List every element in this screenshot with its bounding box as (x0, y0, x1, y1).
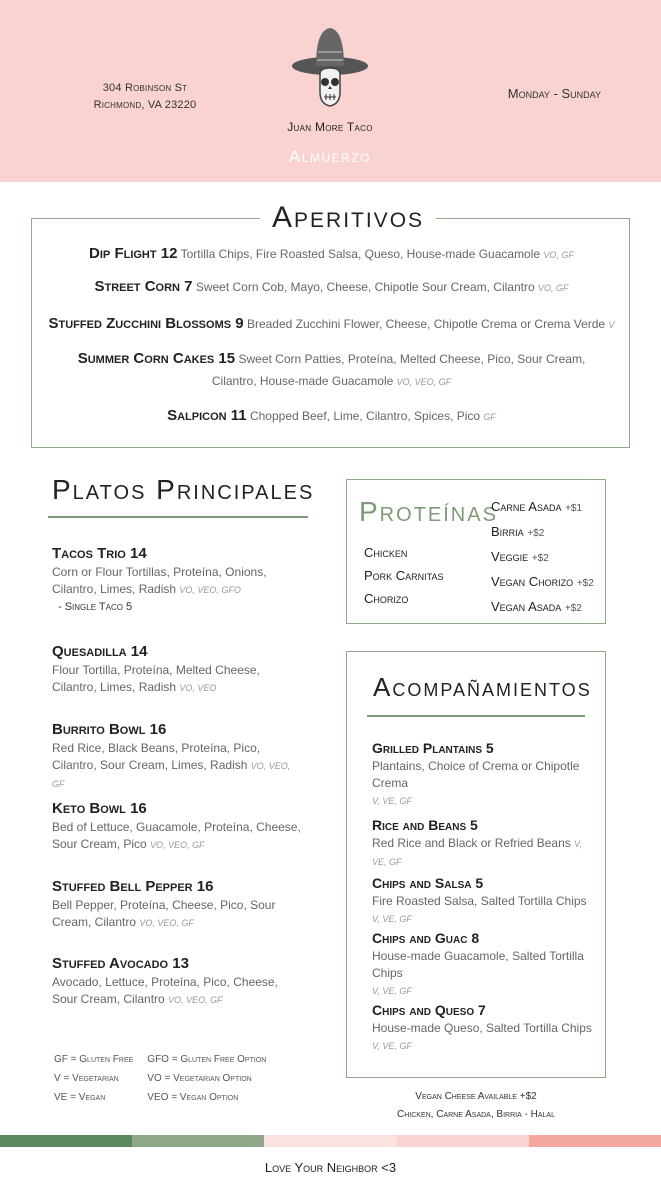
item-description: Flour Tortilla, Proteína, Melted Cheese, Cilantro, Limes, Radish (52, 663, 260, 694)
item-description: Avocado, Lettuce, Proteína, Pico, Cheese, Sour Cream, Cilantro (52, 975, 278, 1006)
aperitivos-section (31, 201, 630, 448)
legend-entry: GF = Gluten Free (54, 1054, 134, 1065)
item-tags: GF (483, 412, 496, 422)
item-option: - Single Taco 5 (58, 601, 133, 613)
menu-item (52, 799, 302, 854)
item-description: Sweet Corn Cob, Mayo, Cheese, Chipotle Sour Cream, Cilantro (195, 280, 535, 294)
protein-name: Vegan Chorizo (491, 574, 574, 589)
protein-upcharge: +$2 (576, 578, 594, 589)
menu-item (52, 544, 302, 616)
item-tags: V, VE, GF (372, 986, 412, 996)
item-description: House-made Guacamole, Salted Tortilla Chips (372, 949, 584, 980)
item-tags: V, VE, GF (372, 839, 582, 867)
legend-entry: VEO = Vegan Option (147, 1092, 239, 1103)
address (60, 80, 230, 114)
item-tags: VO, GF (538, 283, 569, 293)
stripe-segment (0, 1135, 132, 1147)
item-tags: VO, VEO, GF (52, 761, 291, 789)
item-name: Dip Flight 12 (89, 245, 178, 262)
protein-option (491, 520, 594, 545)
restaurant-name: Juan More Taco (287, 120, 373, 134)
vegan-cheese-note: Vegan Cheese Available +$2 (415, 1091, 537, 1102)
protein-option: Chorizo (364, 591, 409, 606)
footnotes (346, 1088, 606, 1124)
item-name: Keto Bowl 16 (52, 800, 147, 817)
legend-entry: VE = Vegan (54, 1092, 106, 1103)
item-name: Stuffed Avocado 13 (52, 955, 189, 972)
legend-entry: VO = Vegetarian Option (147, 1073, 252, 1084)
open-days: Monday - Sunday (507, 86, 601, 101)
acompanamientos-title: Acompañamientos (373, 672, 592, 702)
menu-item (32, 313, 631, 336)
menu-item (372, 928, 597, 1000)
item-name: Tacos Trio 14 (52, 545, 147, 562)
item-tags: VO, VEO, GF (396, 377, 452, 387)
protein-option: Chicken (364, 545, 408, 560)
item-name: Summer Corn Cakes 15 (77, 350, 236, 367)
protein-option (491, 595, 594, 620)
platos-divider (48, 516, 308, 518)
item-name: Chips and Guac 8 (372, 930, 480, 946)
menu-item (52, 954, 302, 1009)
legend-entry: V = Vegetarian (54, 1073, 119, 1084)
sugar-skull-sombrero-logo (290, 22, 370, 122)
item-name: Burrito Bowl 16 (52, 721, 167, 738)
item-description: House-made Queso, Salted Tortilla Chips (372, 1021, 592, 1035)
protein-name: Veggie (491, 549, 529, 564)
item-description: Red Rice and Black or Refried Beans (372, 836, 571, 850)
item-tags: V, VE, GF (372, 914, 412, 924)
item-description: Plantains, Choice of Crema or Chipotle Crema (372, 759, 580, 790)
menu-item (372, 815, 597, 871)
item-tags: VO, VEO, GF (168, 995, 223, 1005)
item-description: Chopped Beef, Lime, Cilantro, Spices, Pico (249, 409, 481, 423)
dietary-legend (52, 1049, 280, 1108)
protein-upcharge: +$2 (531, 553, 549, 564)
proteinas-upcharge-list (491, 495, 594, 620)
item-description: Red Rice, Black Beans, Proteína, Pico, Cilantro, Sour Cream, Limes, Radish (52, 741, 261, 772)
item-tags: VO, VEO (179, 683, 217, 693)
proteinas-included-list (364, 541, 444, 610)
proteinas-title: Proteínas (359, 496, 498, 527)
menu-item (372, 738, 597, 810)
menu-item (32, 276, 631, 299)
item-description: Corn or Flour Tortillas, Proteína, Onions, Cilantro, Limes, Radish (52, 565, 267, 596)
stripe-segment (264, 1135, 397, 1147)
protein-name: Carne Asada (491, 499, 562, 514)
item-name: Street Corn 7 (94, 278, 193, 295)
proteinas-section (346, 479, 606, 624)
item-description: Sweet Corn Patties, Proteína, Melted Cheese, Pico, Sour Cream, (238, 352, 586, 366)
item-description: Fire Roasted Salsa, Salted Tortilla Chips (372, 894, 587, 908)
menu-item (52, 720, 302, 793)
item-name: Stuffed Bell Pepper 16 (52, 878, 214, 895)
item-tags: VO, VEO, GFO (179, 585, 241, 595)
menu-item (372, 1000, 597, 1055)
acompanamientos-divider (367, 715, 585, 717)
menu-item (52, 877, 302, 932)
legend-entry: GFO = Gluten Free Option (147, 1054, 267, 1065)
halal-note: Chicken, Carne Asada, Birria - Halal (397, 1109, 555, 1120)
item-name: Chips and Queso 7 (372, 1002, 486, 1018)
protein-option (491, 545, 594, 570)
item-description: Bed of Lettuce, Guacamole, Proteína, Cheese, Sour Cream, Pico (52, 820, 301, 851)
item-description: Tortilla Chips, Fire Roasted Salsa, Queso, House-made Guacamole (180, 247, 541, 261)
protein-upcharge: +$1 (565, 503, 583, 514)
item-tags: V (608, 320, 615, 330)
protein-upcharge: +$2 (527, 528, 545, 539)
menu-item (32, 405, 631, 428)
menu-item (372, 873, 597, 928)
item-tags: V, VE, GF (372, 1041, 412, 1051)
stripe-segment (132, 1135, 264, 1147)
stripe-segment (397, 1135, 529, 1147)
acompanamientos-section (346, 651, 606, 1078)
menu-item (52, 642, 302, 697)
protein-option (491, 495, 594, 520)
protein-upcharge: +$2 (564, 603, 582, 614)
item-name: Stuffed Zucchini Blossoms 9 (48, 315, 244, 332)
menu-item (32, 243, 631, 266)
item-tags: VO, VEO, GF (150, 840, 205, 850)
item-name: Quesadilla 14 (52, 643, 148, 660)
item-name: Salpicon 11 (167, 407, 247, 424)
item-tags: VO, GF (543, 250, 574, 260)
item-name: Grilled Plantains 5 (372, 740, 494, 756)
item-tags: V, VE, GF (372, 796, 412, 806)
item-description: Breaded Zucchini Flower, Cheese, Chipotle Crema or Crema Verde (246, 317, 606, 331)
item-tags: VO, VEO, GF (139, 918, 194, 928)
protein-name: Birria (491, 524, 524, 539)
platos-title: Platos Principales (52, 474, 315, 505)
item-name: Rice and Beans 5 (372, 817, 478, 833)
menu-meal-title: Almuerzo (288, 147, 371, 166)
item-name: Chips and Salsa 5 (372, 875, 484, 891)
address-line-1: 304 Robinson St (102, 82, 188, 94)
stripe-segment (529, 1135, 661, 1147)
address-line-2: Richmond, VA 23220 (93, 99, 197, 111)
protein-option (491, 570, 594, 595)
item-description-cont: Cilantro, House-made Guacamole (211, 374, 394, 388)
tagline: Love Your Neighbor <3 (264, 1160, 397, 1175)
protein-name: Vegan Asada (491, 599, 562, 614)
item-description: Bell Pepper, Proteína, Cheese, Pico, Sour Cream, Cilantro (52, 898, 276, 929)
protein-option: Pork Carnitas (364, 568, 444, 583)
menu-item (32, 348, 631, 393)
aperitivos-title: Aperitivos (260, 201, 436, 235)
